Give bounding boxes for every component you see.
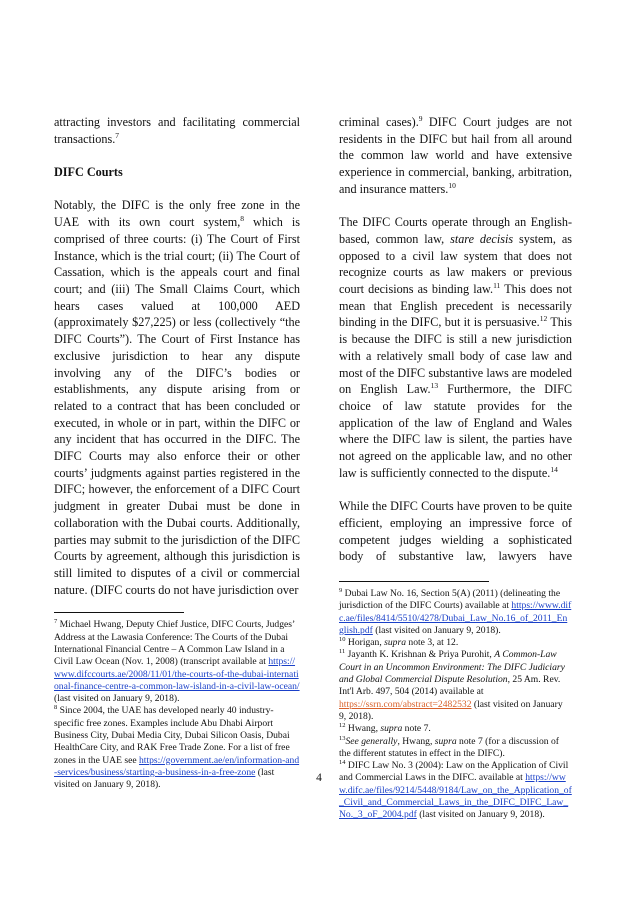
- footnote-7-link[interactable]: https://www.difccourts.ae/2008/11/01/the-courts-of-the-dubai-international-finance-centre-a-common-law-island-in-a-civil-law-ocean/: [54, 656, 300, 692]
- footnote-9-link[interactable]: https://www.difc.ae/files/8414/5510/4278/Dubai_Law_No.16_of_2011_English.pdf: [339, 600, 572, 636]
- right-paragraph-3: While the DIFC Courts have proven to be quite efficient, employing an impressive force of competent judges wielding a sophisticated body of substantive law, lawyers have: [339, 499, 572, 564]
- left-column: [54, 114, 300, 792]
- page-number: 4: [316, 772, 322, 784]
- footnote-ref-10[interactable]: 10: [448, 180, 456, 190]
- right-paragraph-1: criminal cases).$^9$ DIFC Court judges are not residents in the DIFC but hail from all around the common law world and have extensive experience in commercial, banking, arbitration, and insurance matters.$^{10}$: [339, 113, 572, 196]
- footnote-13: $^{13}$See generally, Hwang, supra note 7 (for a discussion of the different statutes in effect in the DIFC).: [339, 734, 559, 759]
- footnote-divider-right: [339, 581, 489, 582]
- footnote-ref-9[interactable]: 9: [418, 113, 423, 123]
- footnote-ref-11[interactable]: 11: [493, 280, 501, 290]
- footnote-8: $^8$ Since 2004, the UAE has developed nearly 40 industry-specific free zones. Examples include Abu Dhabi Airport Business City, Dubai Media City, Dubai Silicon Oasis, Dubai HealthCare City, and RAK Free Trade Zone. For a list of free zones in the UAE see https://government.ae/en/information-and-services/business/starting-a-business-in-a-free-zone (last visited on January 9, 2018).: [54, 704, 300, 791]
- footnote-ref-13[interactable]: 13: [430, 381, 439, 391]
- footnote-9: $^9$ Dubai Law No. 16, Section 5(A) (2011) (delineating the jurisdiction of the DIFC Courts) available at https://www.difc.ae/files/8414/5510/4278/Dubai_Law_No.16_of_2011_English.pdf (last visited on January 9, 2018).: [339, 586, 572, 636]
- section-heading: DIFC Courts: [54, 165, 123, 180]
- footnote-10: $^{10}$ Horigan, supra note 3, at 12.: [339, 635, 459, 649]
- right-paragraph-2: The DIFC Courts operate through an English-based, common law, stare decisis system, as opposed to a civil law system that does not recognize courts as law makers or previous court decisions as binding law.$^{11}$ This does not mean that English precedent is necessarily binding in the DIFC, but it is persuasive.$^{12}$ This is because the DIFC is still a new jurisdiction with a relatively small body of case law and most of the DIFC substantive laws are modeled on English Law.$^{13}$ Furthermore, the DIFC choice of law statute provides for the application of the law of England and Wales where the DIFC law is silent, the parties have not agreed on the applicable law, and no other law is sufficiently connected to the dispute.$^{14}$: [339, 215, 573, 480]
- footnote-ref-12[interactable]: 12: [539, 314, 548, 324]
- footnote-12: $^{12}$ Hwang, supra note 7.: [339, 722, 431, 735]
- right-column: [339, 114, 572, 822]
- footnote-ref-7[interactable]: 7: [115, 130, 120, 140]
- footnote-divider: [54, 612, 184, 613]
- left-main-paragraph: Notably, the DIFC is the only free zone in the UAE with its own court system,$^8$ which is comprised of three courts: (i) The Court of First Instance, which is the trial court; (ii) The Court of Cassation, which is the appeals court and final court; and (iii) The Small Claims Court, which hears cases valued at 100,000 AED (approximately $27,225) or less (collectively “the DIFC Courts”). The Court of First Instance has exclusive jurisdiction to hear any dispute involving any of the DIFC’s bodies or establishments, any dispute arising from or related to a contract that has been concluded or executed, in whole or in part, within the DIFC or any incident that has occurred in the DIFC. The DIFC Courts may also enforce their or other courts’ judgments against parties registered in the DIFC; however, the enforcement of a DIFC Court judgment in greater Dubai must be done in collaboration with the Dubai courts. Additionally, parties may submit to the jurisdiction of the DIFC Courts by agreement, although this jurisdiction is still limited to disputes of a civil or commercial nature. (DIFC courts do not have jurisdiction over: [54, 198, 300, 597]
- footnote-ref-8[interactable]: 8: [240, 214, 245, 224]
- footnote-7: $^7$ Michael Hwang, Deputy Chief Justice, DIFC Courts, Judges’ Address at the Lawasia Conference: The Courts of the Dubai International Financial Centre – A Common Law Island in a Civil Law Ocean (Nov. 1, 2008) (transcript available at https://www.difccourts.ae/2008/11/01/the-courts-of-the-dubai-international-finance-centre-a-common-law-island-in-a-civil-law-ocean/ (last visited on January 9, 2018).: [54, 618, 300, 705]
- footnote-11: $^{11}$ Jayanth K. Krishnan & Priya Purohit, A Common-Law Court in an Uncommon Environment: The DIFC Judiciary and Global Commercial Dispute Resolution, 25 Am. Rev. Int'l Arb. 497, 504 (2014) available at https://ssrn.com/abstract=2482532 (last visited on January 9, 2018).: [339, 648, 565, 722]
- footnote-ref-14[interactable]: 14: [550, 464, 558, 474]
- footnote-14: $^{14}$ DIFC Law No. 3 (2004): Law on the Application of Civil and Commercial Laws in the DIFC. available at https://www.difc.ae/files/9214/5448/9184/Law_on_the_Application_of_Civil_and_Commercial_Laws_in_the_DIFC_DIFC_Law_No._3_oF_2004.pdf (last visited on January 9, 2018).: [339, 758, 572, 821]
- footnote-8-link[interactable]: https://government.ae/en/information-and-services/business/starting-a-business-in-a-free-zone: [54, 754, 300, 778]
- footnote-11-link[interactable]: https://ssrn.com/abstract=2482532: [339, 698, 472, 710]
- left-intro-paragraph: attracting investors and facilitating commercial transactions.$^7$: [54, 115, 300, 146]
- footnote-14-link[interactable]: https://www.difc.ae/files/9214/5448/9184/Law_on_the_Application_of_Civil_and_Commercial_Laws_in_the_DIFC_DIFC_Law_No._3_oF_2004.pdf: [339, 772, 572, 821]
